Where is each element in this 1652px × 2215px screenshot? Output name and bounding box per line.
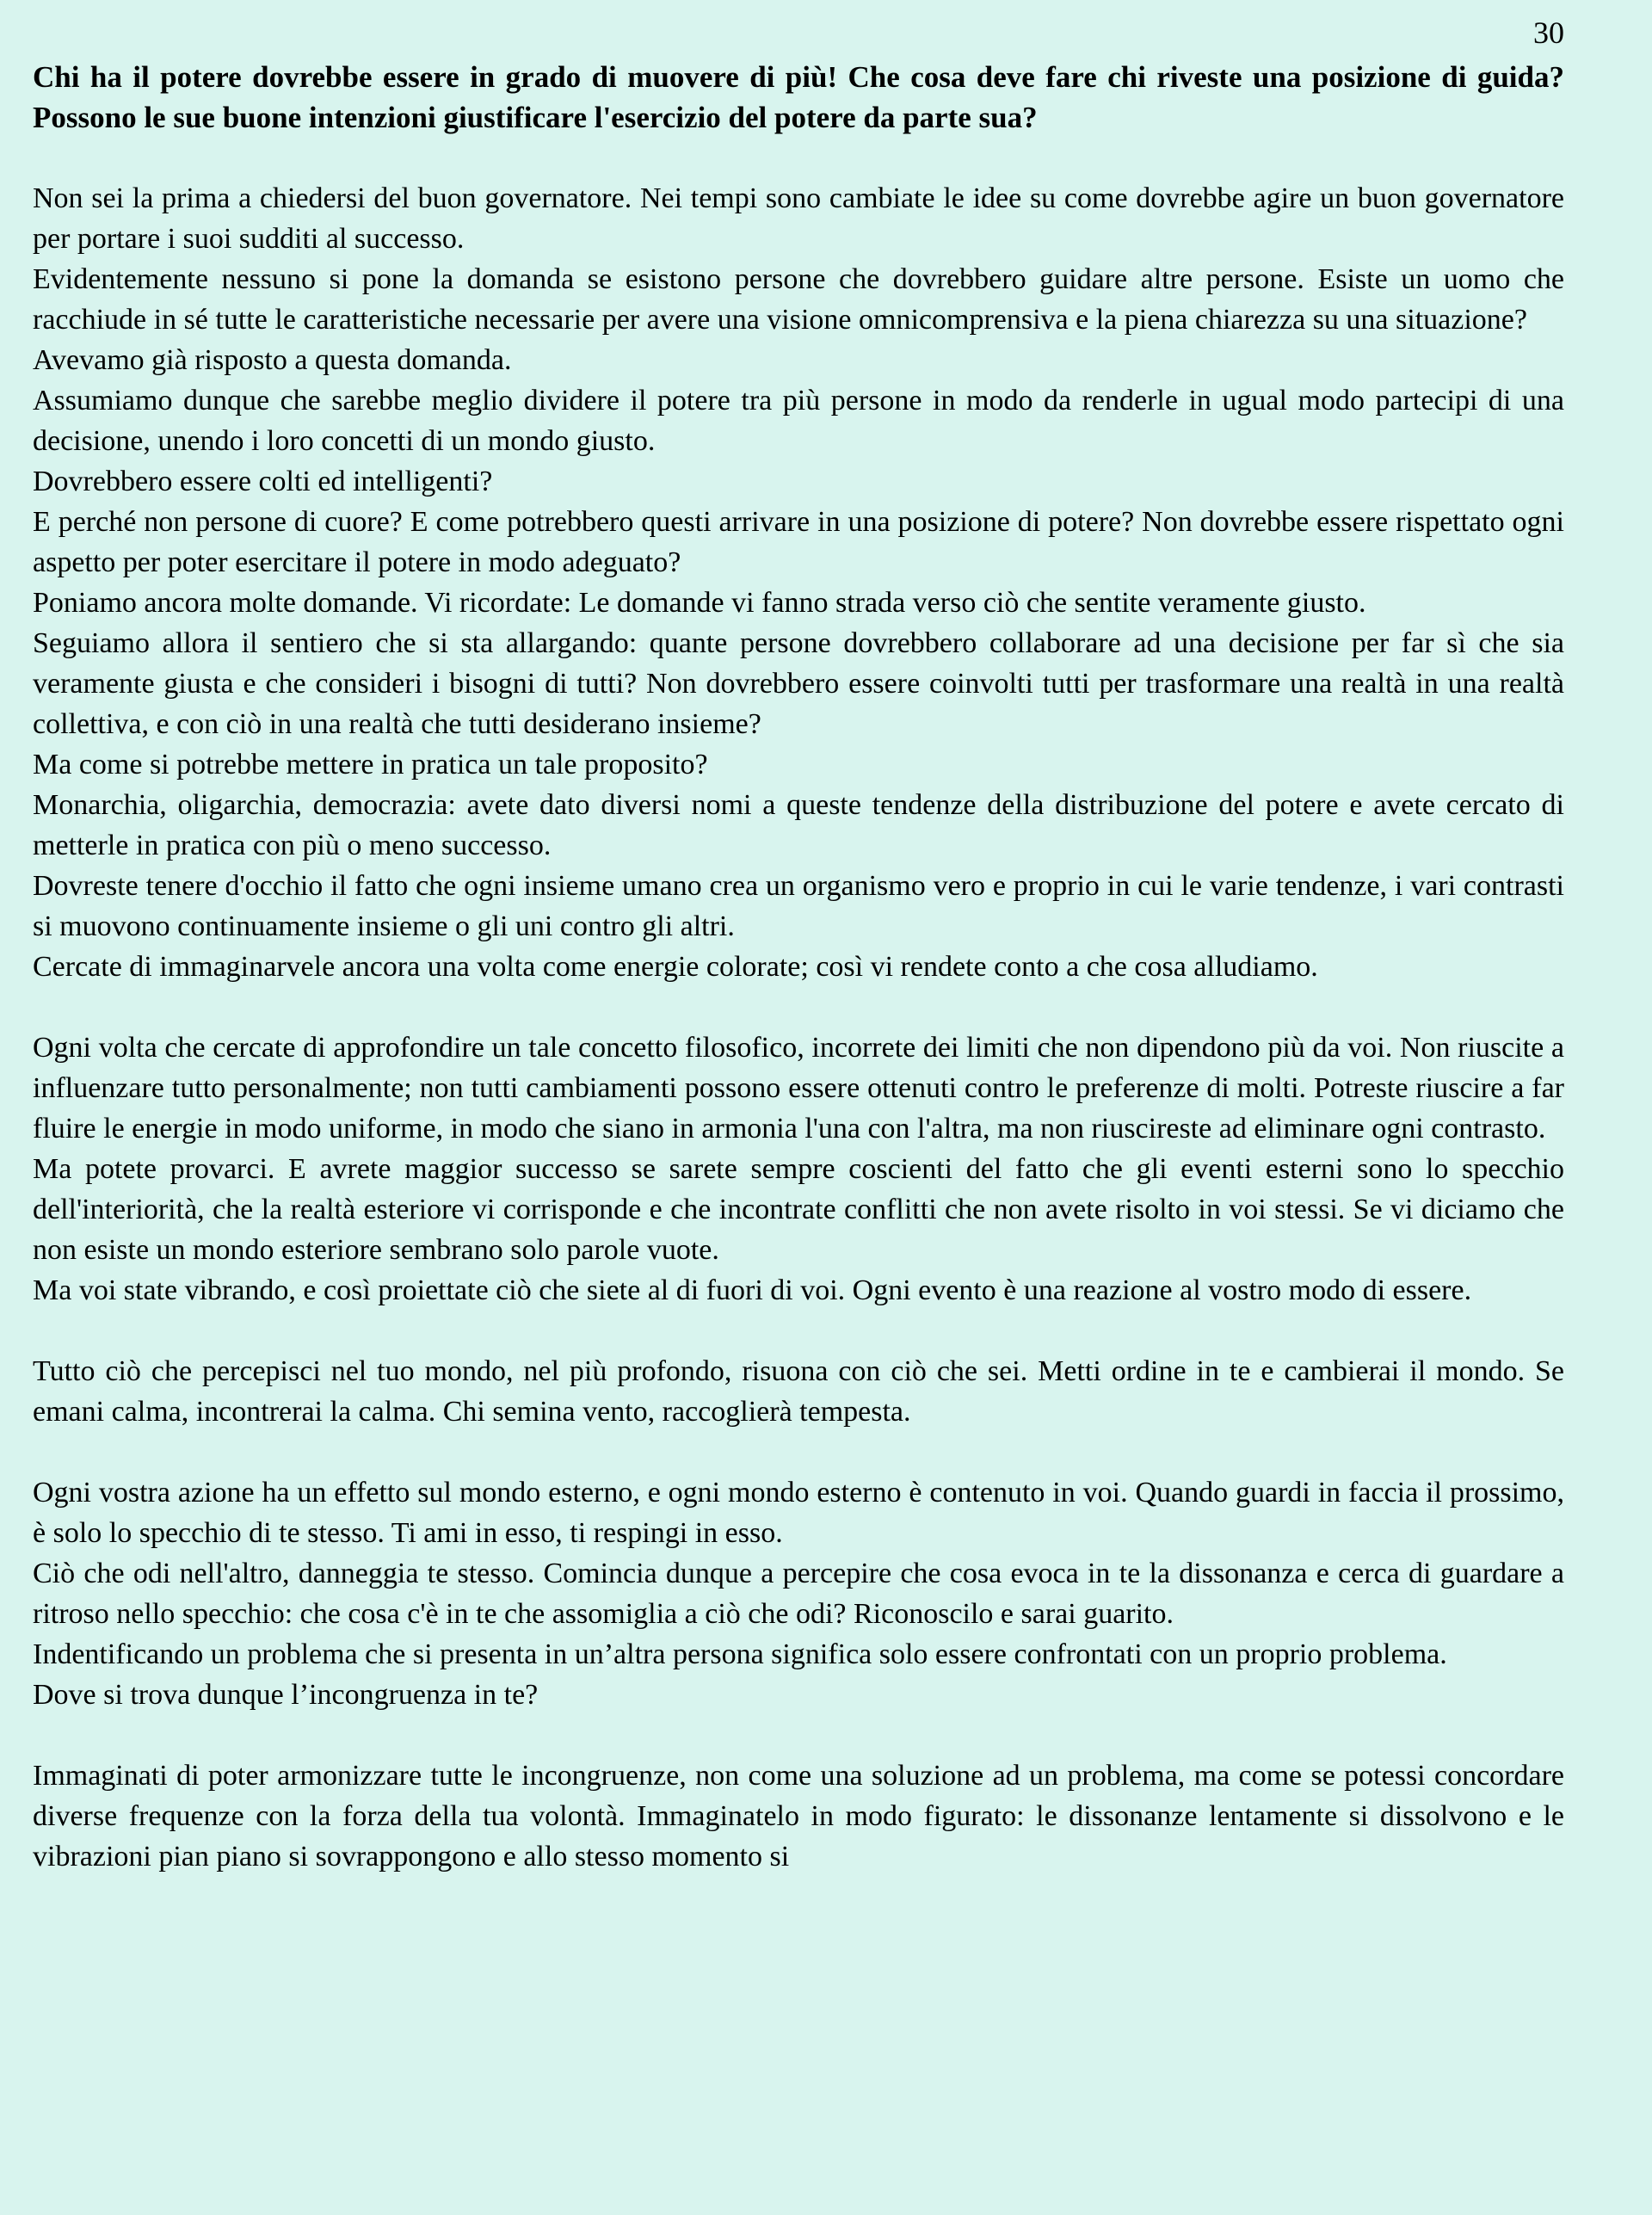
paragraph-group — [33, 1755, 1564, 1877]
paragraph: E perché non persone di cuore? E come potrebbero questi arrivare in una posizione di potere? Non dovrebbe essere rispettato ogni aspetto per poter esercitare il potere in modo adeguato? — [33, 506, 1564, 578]
paragraph: Tutto ciò che percepisci nel tuo mondo, nel più profondo, risuona con ciò che sei. Metti ordine in te e cambierai il mondo. Se emani calma, incontrerai la calma. Chi semina vento, raccoglierà tempesta. — [33, 1355, 1564, 1428]
paragraph: Cercate di immaginarvele ancora una volta come energie colorate; così vi rendete conto a che cosa alludiamo. — [33, 951, 1318, 983]
paragraph: Dove si trova dunque l’incongruenza in te? — [33, 1679, 539, 1711]
paragraph: Dovreste tenere d'occhio il fatto che ogni insieme umano crea un organismo vero e proprio in cui le varie tendenze, i vari contrasti si muovono continuamente insieme o gli uni contro gli altri. — [33, 870, 1564, 942]
paragraph: Evidentemente nessuno si pone la domanda se esistono persone che dovrebbero guidare altre persone. Esiste un uomo che racchiude in sé tutte le caratteristiche necessarie per avere una visione omnicomprensiva e la piena chiarezza su una situazione? — [33, 263, 1564, 336]
paragraph-group — [33, 178, 1564, 987]
paragraph: Monarchia, oligarchia, democrazia: avete dato diversi nomi a queste tendenze della distribuzione del potere e avete cercato di metterle in pratica con più o meno successo. — [33, 789, 1564, 861]
paragraph: Seguiamo allora il sentiero che si sta allargando: quante persone dovrebbero collaborare ad una decisione per far sì che sia veramente giusta e che consideri i bisogni di tutti? Non dovrebbero essere coinvolti tutti per trasformare una realtà in una realtà collettiva, e con ciò in una realtà che tutti desiderano insieme? — [33, 627, 1564, 740]
body-text — [33, 178, 1564, 1877]
paragraph: Poniamo ancora molte domande. Vi ricordate: Le domande vi fanno strada verso ciò che sentite veramente giusto. — [33, 587, 1366, 619]
paragraph: Ma potete provarci. E avrete maggior successo se sarete sempre coscienti del fatto che gli eventi esterni sono lo specchio dell'interiorità, che la realtà esteriore vi corrisponde e che incontrate conflitti che non avete risolto in voi stessi. Se vi diciamo che non esiste un mondo esteriore sembrano solo parole vuote. — [33, 1153, 1564, 1266]
paragraph-group — [33, 1351, 1564, 1432]
paragraph-group — [33, 1472, 1564, 1715]
page-number: 30 — [1533, 15, 1564, 50]
paragraph-group — [33, 1027, 1564, 1311]
paragraph: Assumiamo dunque che sarebbe meglio dividere il potere tra più persone in modo da renderle in ugual modo partecipi di una decisione, unendo i loro concetti di un mondo giusto. — [33, 385, 1564, 457]
paragraph: Indentificando un problema che si presenta in un’altra persona significa solo essere confrontati con un proprio problema. — [33, 1638, 1447, 1670]
paragraph: Ma voi state vibrando, e così proiettate ciò che siete al di fuori di voi. Ogni evento è una reazione al vostro modo di essere. — [33, 1274, 1472, 1306]
paragraph: Ciò che odi nell'altro, danneggia te stesso. Comincia dunque a percepire che cosa evoca in te la dissonanza e cerca di guardare a ritroso nello specchio: che cosa c'è in te che assomiglia a ciò che odi? Riconoscilo e sarai guarito. — [33, 1558, 1564, 1630]
paragraph: Ogni volta che cercate di approfondire un tale concetto filosofico, incorrete dei limiti che non dipendono più da voi. Non riuscite a influenzare tutto personalmente; non tutti cambiamenti possono essere ottenuti contro le preferenze di molti. Potreste riuscire a far fluire le energie in modo uniforme, in modo che siano in armonia l'una con l'altra, ma non riuscireste ad eliminare ogni contrasto. — [33, 1032, 1564, 1145]
paragraph: Avevamo già risposto a questa domanda. — [33, 344, 512, 376]
page-heading: Chi ha il potere dovrebbe essere in grado di muovere di più! Che cosa deve fare chi riveste una posizione di guida? Possono le sue buone intenzioni giustificare l'esercizio del potere da parte sua? — [33, 60, 1564, 134]
paragraph: Immaginati di poter armonizzare tutte le incongruenze, non come una soluzione ad un problema, ma come se potessi concordare diverse frequenze con la forza della tua volontà. Immaginatelo in modo figurato: le dissonanze lentamente si dissolvono e le vibrazioni pian piano si sovrappongono e allo stesso momento si — [33, 1760, 1564, 1873]
paragraph: Non sei la prima a chiedersi del buon governatore. Nei tempi sono cambiate le idee su come dovrebbe agire un buon governatore per portare i suoi sudditi al successo. — [33, 182, 1564, 255]
paragraph: Ogni vostra azione ha un effetto sul mondo esterno, e ogni mondo esterno è contenuto in voi. Quando guardi in faccia il prossimo, è solo lo specchio di te stesso. Ti ami in esso, ti respingi in esso. — [33, 1477, 1564, 1549]
paragraph: Ma come si potrebbe mettere in pratica un tale proposito? — [33, 749, 708, 780]
paragraph: Dovrebbero essere colti ed intelligenti? — [33, 466, 493, 497]
